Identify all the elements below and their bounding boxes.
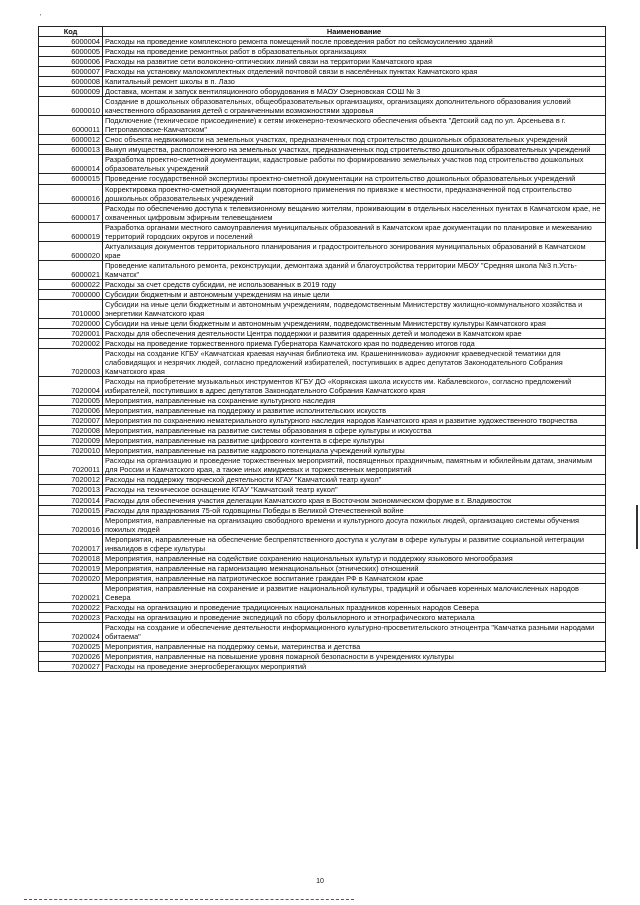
table-row xyxy=(39,145,606,155)
row-code: 6000005 xyxy=(39,47,103,57)
table-row xyxy=(39,67,606,77)
table-row xyxy=(39,515,606,534)
row-name: Мероприятия, направленные на патриотическое воспитание граждан РФ в Камчатском крае xyxy=(103,573,606,583)
row-name: Разработка органами местного самоуправления муниципальных образований в Камчатском крае документации по планировке и межеванию территорий городских округов и поселений xyxy=(103,222,606,241)
table-row xyxy=(39,416,606,426)
row-code: 7000000 xyxy=(39,289,103,299)
page-number: 10 xyxy=(316,878,324,885)
row-name: Выкуп имущества, расположенного на земельных участках, предназначенных под строительство дошкольных образовательных учреждений xyxy=(103,145,606,155)
table-row xyxy=(39,662,606,672)
row-code: 7020005 xyxy=(39,396,103,406)
table-row xyxy=(39,37,606,47)
row-name: Проведение государственной экспертизы проектно-сметной документации на строительство дошкольных образовательных учреждений xyxy=(103,174,606,184)
row-code: 7020027 xyxy=(39,662,103,672)
row-name: Мероприятия, направленные на сохранение культурного наследия xyxy=(103,396,606,406)
table-row xyxy=(39,260,606,279)
table-row xyxy=(39,426,606,436)
table-row xyxy=(39,396,606,406)
row-name: Расходы на развитие сети волоконно-оптических линий связи на территории Камчатского края xyxy=(103,57,606,67)
row-name: Расходы на поддержку творческой деятельности КГАУ "Камчатский театр кукол" xyxy=(103,475,606,485)
table-row xyxy=(39,349,606,377)
table-row xyxy=(39,485,606,495)
table-row xyxy=(39,436,606,446)
row-name: Расходы для празднования 75-ой годовщины Победы в Великой Отечественной войне xyxy=(103,505,606,515)
row-code: 6000004 xyxy=(39,37,103,47)
row-code: 6000011 xyxy=(39,116,103,135)
row-code: 7020026 xyxy=(39,652,103,662)
table-row xyxy=(39,328,606,338)
row-name: Разработка проектно-сметной документации, кадастровые работы по формированию земельных участков под строительство дошкольных образовательных учреждений xyxy=(103,155,606,174)
row-name: Расходы на создание КГБУ «Камчатская краевая научная библиотека им. Крашенинникова» аудиокниг краеведческой тематики для слабовидящих и незрячих людей, согласно предложений избирателей, поступивших в адрес депутатов Законодательного Собрания Камчатского края xyxy=(103,349,606,377)
row-name: Расходы на организацию и проведение экспедиций по сбору фольклорного и этнографического материала xyxy=(103,612,606,622)
row-code: 7020002 xyxy=(39,339,103,349)
table-row xyxy=(39,135,606,145)
row-code: 7020023 xyxy=(39,612,103,622)
table-row xyxy=(39,612,606,622)
table-row xyxy=(39,77,606,87)
table-row xyxy=(39,203,606,222)
row-code: 7020024 xyxy=(39,622,103,641)
row-name: Субсидии на иные цели бюджетным и автономным учреждениям, подведомственным Министерству жилищно-коммунального хозяйства и энергетики Камчатского края xyxy=(103,299,606,318)
table-row xyxy=(39,475,606,485)
table-row xyxy=(39,174,606,184)
row-name: Мероприятия, направленные на развитие системы образования в сфере культуры и искусства xyxy=(103,426,606,436)
row-code: 7020021 xyxy=(39,583,103,602)
budget-codes-table xyxy=(38,26,606,672)
row-name: Мероприятия, направленные на поддержку и развитие исполнительских искусств xyxy=(103,406,606,416)
row-code: 7020012 xyxy=(39,475,103,485)
row-code: 7020018 xyxy=(39,553,103,563)
row-name: Мероприятия, направленные на обеспечение беспрепятственного доступа к услугам в сфере культуры и развитие социальной интеграции инвалидов в сфере культуры xyxy=(103,534,606,553)
row-code: 7020016 xyxy=(39,515,103,534)
row-code: 7010000 xyxy=(39,299,103,318)
row-code: 7020015 xyxy=(39,505,103,515)
header-code: Код xyxy=(39,27,103,37)
scan-edge-mark xyxy=(636,505,638,549)
table-row xyxy=(39,279,606,289)
row-code: 6000019 xyxy=(39,222,103,241)
row-name: Подключение (техническое присоединение) к сетям инженерно-технического обеспечения объекта "Детский сад по ул. Арсеньева в г. Петропавловске-Камчатском" xyxy=(103,116,606,135)
row-name: Мероприятия, направленные на содействие сохранению национальных культур и поддержку языкового многообразия xyxy=(103,553,606,563)
row-name: Снос объекта недвижимости на земельных участках, предназначенных под строительство дошкольных образовательных учреждений xyxy=(103,135,606,145)
table-row xyxy=(39,116,606,135)
row-code: 6000007 xyxy=(39,67,103,77)
row-name: Мероприятия по сохранению нематериального культурного наследия народов Камчатского края и развитие художественного творчества xyxy=(103,416,606,426)
row-name: Расходы на техническое оснащение КГАУ "Камчатский театр кукол" xyxy=(103,485,606,495)
row-code: 6000021 xyxy=(39,260,103,279)
row-code: 6000009 xyxy=(39,87,103,97)
row-code: 6000008 xyxy=(39,77,103,87)
page-mark: ' xyxy=(40,14,42,21)
row-name: Мероприятия, направленные на развитие кадрового потенциала учреждений культуры xyxy=(103,446,606,456)
row-name: Капитальный ремонт школы в п. Лазо xyxy=(103,77,606,87)
row-name: Мероприятия, направленные на сохранение и развитие национальной культуры, традиций и обычаев коренных малочисленных народов Севера xyxy=(103,583,606,602)
row-name: Расходы на установку малокомплектных отделений почтовой связи в населённых пунктах Камчатского края xyxy=(103,67,606,77)
table-row xyxy=(39,456,606,475)
table-row xyxy=(39,563,606,573)
row-name: Мероприятия, направленные на развитие цифрового контента в сфере культуры xyxy=(103,436,606,446)
table-row xyxy=(39,47,606,57)
row-name: Расходы по обеспечению доступа к телевизионному вещанию жителям, проживающим в отдельных населенных пунктах в Камчатском крае, не охваченных цифровым эфирным телевещанием xyxy=(103,203,606,222)
table-row xyxy=(39,622,606,641)
row-name: Расходы на проведение торжественного приема Губернатора Камчатского края по подведению итогов года xyxy=(103,339,606,349)
row-code: 7020020 xyxy=(39,573,103,583)
table-row xyxy=(39,299,606,318)
row-code: 7020022 xyxy=(39,602,103,612)
row-code: 6000010 xyxy=(39,97,103,116)
row-name: Проведение капитального ремонта, реконструкции, демонтажа зданий и благоустройства территории МБОУ "Средняя школа №3 п.Усть-Камчатск" xyxy=(103,260,606,279)
row-name: Расходы на организацию и проведение традиционных национальных праздников коренных народов Севера xyxy=(103,602,606,612)
row-code: 7020001 xyxy=(39,328,103,338)
row-name: Расходы на приобретение музыкальных инструментов КГБУ ДО «Корякская школа искусств им. Кабалевского», согласно предложений избирателей, поступивших в адрес депутатов Законодательного Собрания Камчатского края xyxy=(103,377,606,396)
row-name: Расходы на создание и обеспечение деятельности информационного культурно-просветительского этноцентра "Камчатка разными народами обитаема" xyxy=(103,622,606,641)
table-row xyxy=(39,87,606,97)
table-header-row xyxy=(39,27,606,37)
row-code: 7020011 xyxy=(39,456,103,475)
table-row xyxy=(39,57,606,67)
row-name: Актуализация документов территориального планирования и градостроительного зонирования муниципальных образований в Камчатском крае xyxy=(103,241,606,260)
table-body xyxy=(39,37,606,672)
row-name: Мероприятия, направленные на поддержку семьи, материнства и детства xyxy=(103,641,606,651)
row-code: 6000013 xyxy=(39,145,103,155)
row-name: Мероприятия, направленные на гармонизацию межнациональных (этнических) отношений xyxy=(103,563,606,573)
table-row xyxy=(39,652,606,662)
table-row xyxy=(39,534,606,553)
table-row xyxy=(39,553,606,563)
row-code: 7020004 xyxy=(39,377,103,396)
scan-bottom-line xyxy=(24,899,354,900)
table-row xyxy=(39,155,606,174)
table-row xyxy=(39,495,606,505)
row-code: 7020019 xyxy=(39,563,103,573)
row-code: 6000012 xyxy=(39,135,103,145)
row-code: 7020025 xyxy=(39,641,103,651)
table-row xyxy=(39,339,606,349)
row-code: 6000014 xyxy=(39,155,103,174)
header-name: Наименование xyxy=(103,27,606,37)
row-code: 7020000 xyxy=(39,318,103,328)
table-row xyxy=(39,318,606,328)
table-row xyxy=(39,446,606,456)
row-name: Расходы для обеспечения деятельности Центра поддержки и развития одаренных детей и молодежи в Камчатском крае xyxy=(103,328,606,338)
row-code: 7020017 xyxy=(39,534,103,553)
row-name: Доставка, монтаж и запуск вентиляционного оборудования в МАОУ Озерновская СОШ № 3 xyxy=(103,87,606,97)
row-name: Корректировка проектно-сметной документации повторного применения по привязке к местности, предназначенной под строительство дошкольных образовательных учреждений xyxy=(103,184,606,203)
table-row xyxy=(39,222,606,241)
row-name: Расходы для обеспечения участия делегации Камчатского края в Восточном экономическом форуме в г. Владивосток xyxy=(103,495,606,505)
row-code: 7020007 xyxy=(39,416,103,426)
table-row xyxy=(39,377,606,396)
table-row xyxy=(39,583,606,602)
row-code: 7020010 xyxy=(39,446,103,456)
table-row xyxy=(39,573,606,583)
row-name: Расходы на организацию и проведение торжественных мероприятий, посвященных праздничным, памятным и юбилейным датам, значимым для России и Камчатского края, а также иных имиджевых и торжественных мероприятий xyxy=(103,456,606,475)
row-code: 6000022 xyxy=(39,279,103,289)
row-name: Расходы на проведение ремонтных работ в образовательных организациях xyxy=(103,47,606,57)
row-code: 6000015 xyxy=(39,174,103,184)
table-row xyxy=(39,184,606,203)
table-row xyxy=(39,406,606,416)
row-name: Субсидии бюджетным и автономным учреждениям на иные цели xyxy=(103,289,606,299)
row-code: 7020009 xyxy=(39,436,103,446)
table-row xyxy=(39,241,606,260)
row-code: 7020013 xyxy=(39,485,103,495)
table-row xyxy=(39,289,606,299)
row-code: 6000017 xyxy=(39,203,103,222)
table-row xyxy=(39,505,606,515)
row-code: 7020006 xyxy=(39,406,103,416)
row-code: 7020008 xyxy=(39,426,103,436)
row-name: Расходы на проведение энергосберегающих мероприятий xyxy=(103,662,606,672)
row-name: Расходы за счет средств субсидии, не использованных в 2019 году xyxy=(103,279,606,289)
row-name: Расходы на проведение комплексного ремонта помещений после проведения работ по сейсмоусилению зданий xyxy=(103,37,606,47)
row-name: Мероприятия, направленные на организацию свободного времени и культурного досуга пожилых людей, организацию системы обучения пожилых людей xyxy=(103,515,606,534)
row-name: Мероприятия, направленные на повышение уровня пожарной безопасности в учреждениях культуры xyxy=(103,652,606,662)
row-code: 6000020 xyxy=(39,241,103,260)
row-code: 6000016 xyxy=(39,184,103,203)
table-row xyxy=(39,97,606,116)
row-code: 6000006 xyxy=(39,57,103,67)
row-name: Создание в дошкольных образовательных, общеобразовательных организациях, организациях дополнительного образования условий качественного образования детей с ограниченными возможностями здоровья xyxy=(103,97,606,116)
row-code: 7020014 xyxy=(39,495,103,505)
row-code: 7020003 xyxy=(39,349,103,377)
table-row xyxy=(39,641,606,651)
table-row xyxy=(39,602,606,612)
row-name: Субсидии на иные цели бюджетным и автономным учреждениям, подведомственным Министерству культуры Камчатского края xyxy=(103,318,606,328)
